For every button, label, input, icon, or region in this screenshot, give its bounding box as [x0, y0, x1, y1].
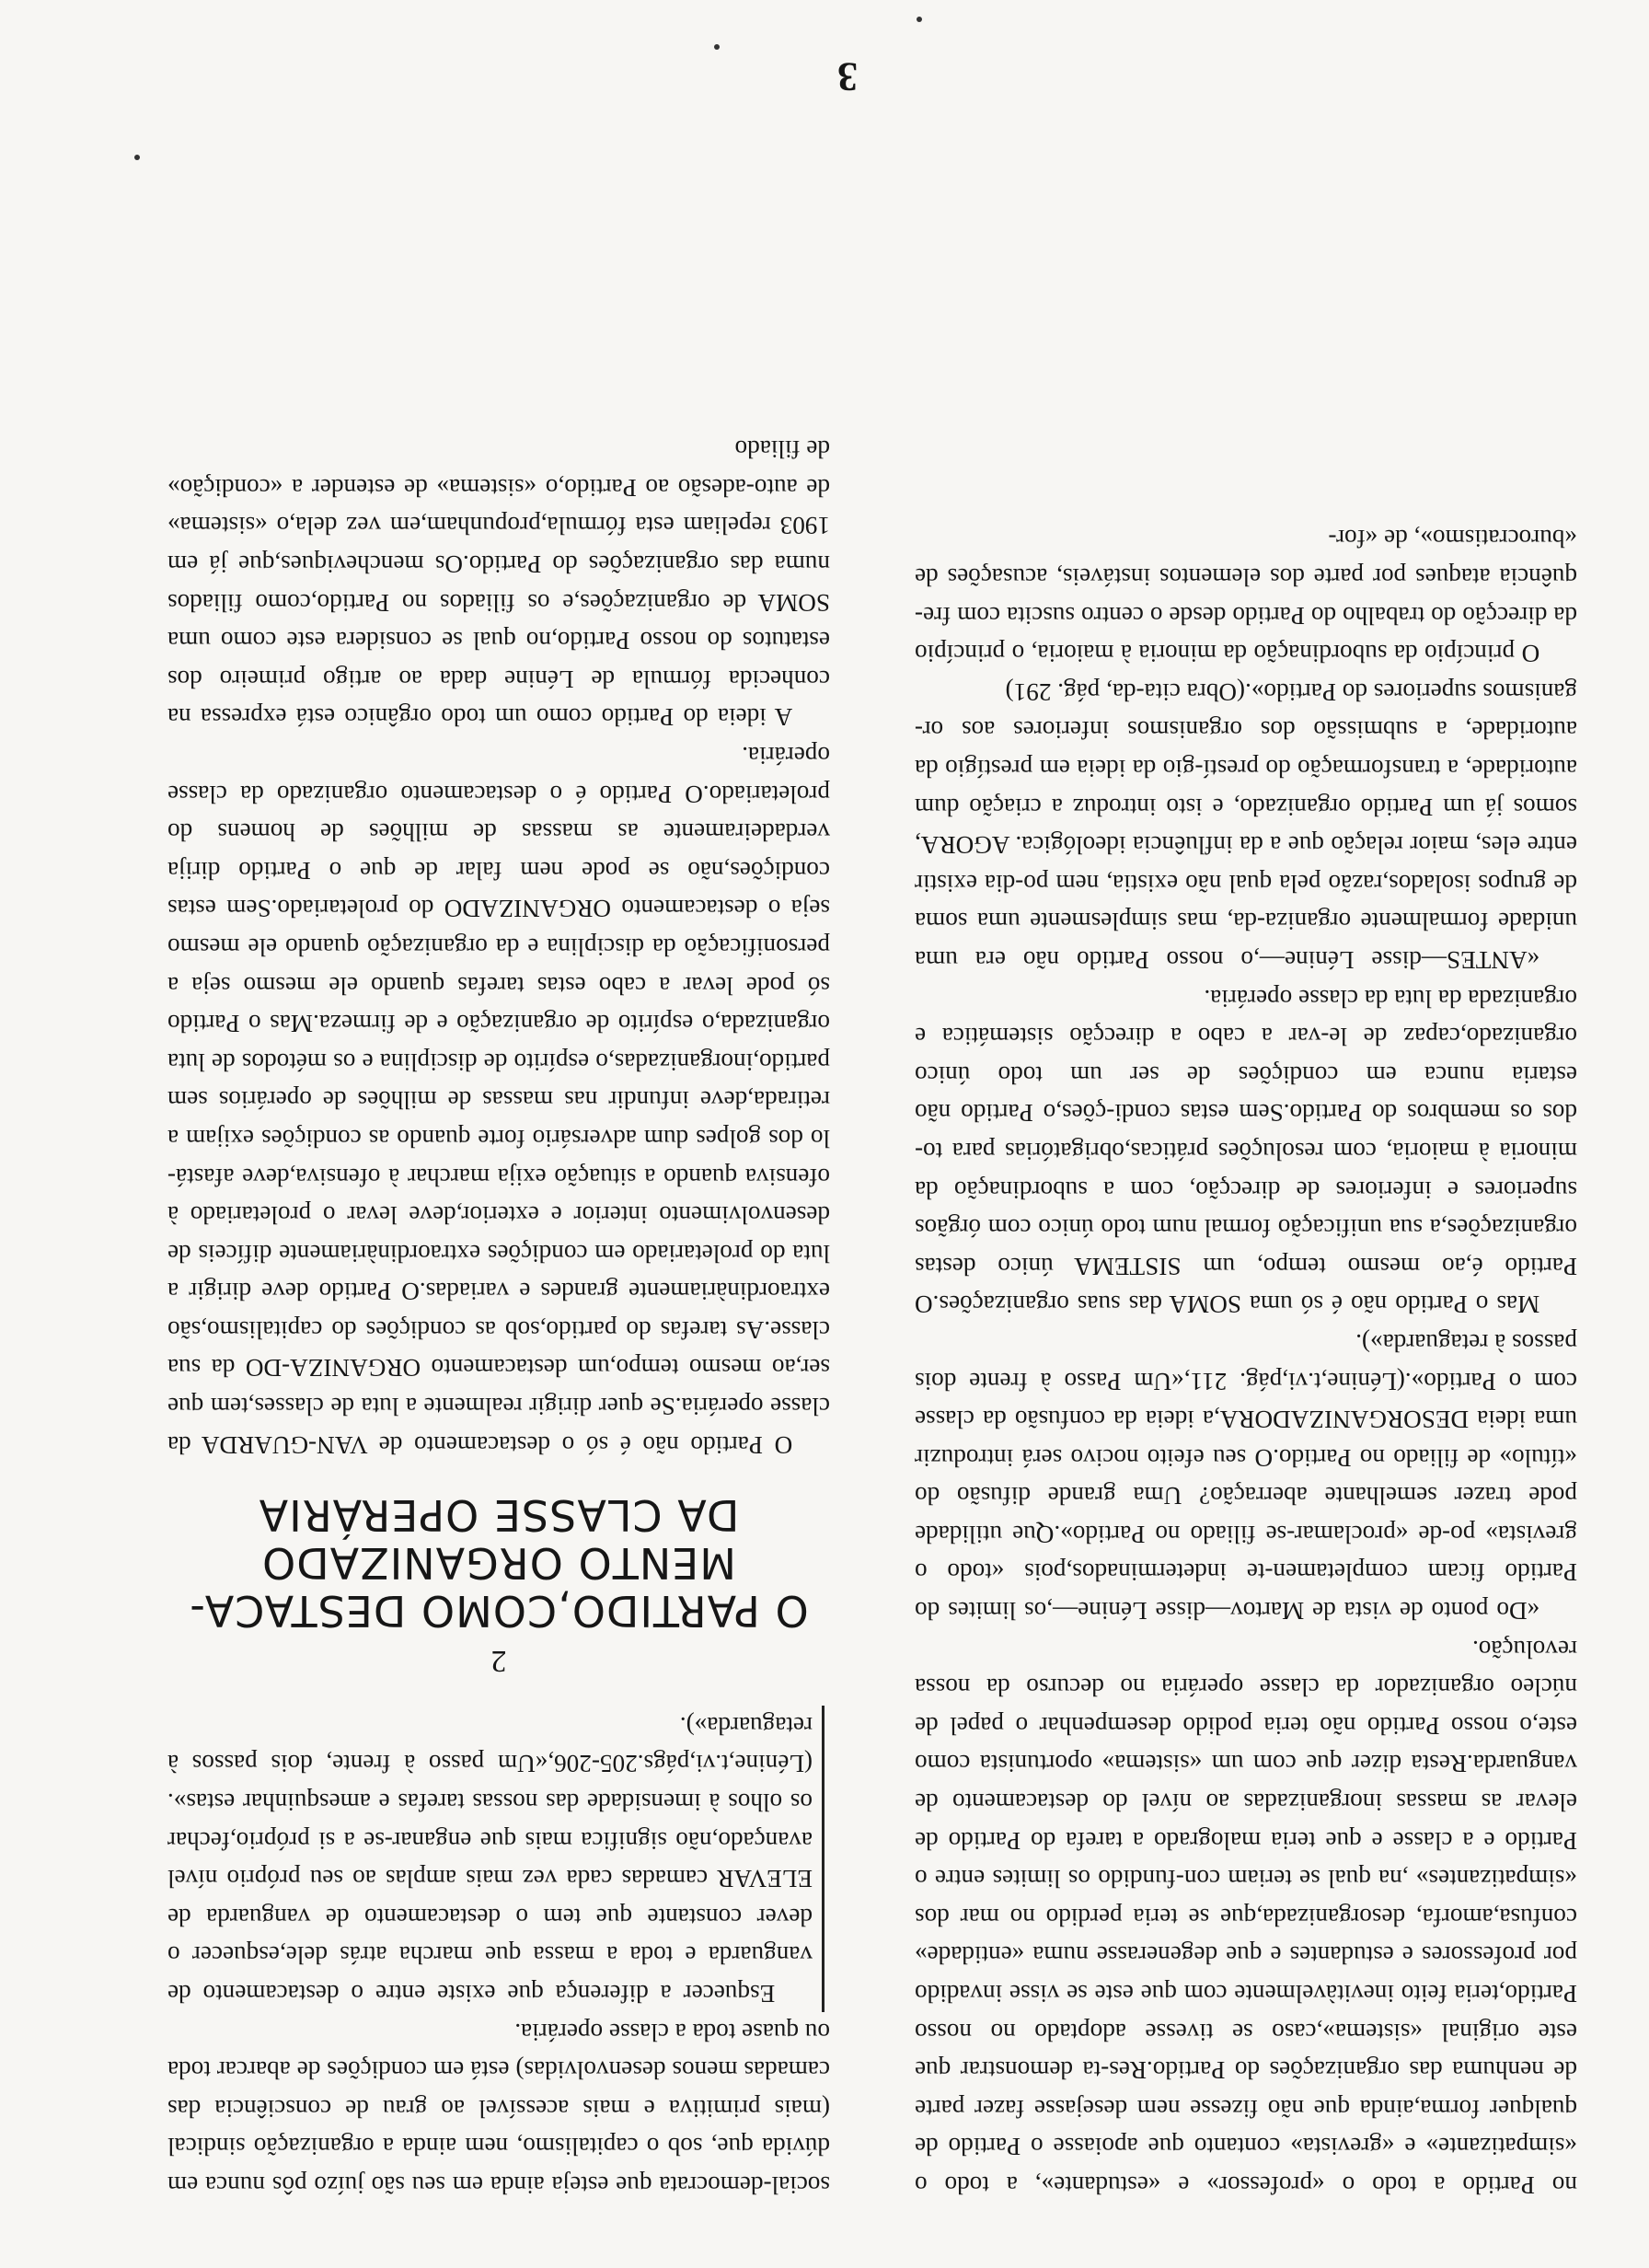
- scan-speck: [714, 44, 720, 50]
- paragraph: no Partido a todo o «professor» e «estudante», a todo o «simpatizante» e «grevista» contanto que apoiasse o Partido de qualquer forma,ainda que não fizesse nem desejasse fazer parte de nenhuma das organizações do Partido.Res-ta demonstrar que este original «sistema»,caso se tivesse adoptado no nosso Partido,teria feito inevitàvelmente com que este se visse invadido por professores e estudantes e que degenerasse numa «entidade» confusa,amorfa, desorganizada,que se teria perdido no mar dos «simpatizantes» ,na qual se teriam con-fundido os limites entre o Partido e a classe e que teria malogrado a tarefa do Partido de elevar as massas inorganizadas ao nível do destacamento de vanguarda.Resta dizer que com um «sistema» oportunista como este,o nosso Partido não teria podido desempenhar o papel de núcleo organizador da classe operária no decurso da nossa revolução.: [915, 1635, 1577, 2199]
- lenin-quote-martov: «Do ponto de vista de Martov—disse Lénine—,os limites do Partido ficam completamen-te indeterminados,pois «todo o grevista» po-de «proclamar-se filiado no Partido».Que utilidade pode trazer semelhante aberração? Uma grande difusão do «título» de filiado no Partido.O seu efeito nocivo será introduzir uma ideia DESORGANIZADORA,a ideia da confusão da classe com o Partido».(Lénine,t.vi,pág. 211,«Um Passo à frente dois passos à retaguarda»).: [915, 1328, 1577, 1626]
- paragraph: Mas o Partido não é só uma SOMA das suas organizações.O Partido é,ao mesmo tempo, um SISTEMA único destas organizações,a sua unificação formal num todo único com órgãos superiores e inferiores de direcção, com a subordinação da minoria à maioria, com resoluções práticas,obrigatórias para to-dos os membros do Partido.Sem estas condi-ções,o Partido não estaria nunca em condições de ser um todo único organizado,capaz de le-var a cabo a direcção sistemática e organizada da luta da classe operária.: [915, 984, 1577, 1319]
- section-title-line: O PARTIDO,COMO DESTACA-: [189, 1585, 809, 1636]
- scan-speck: [134, 155, 140, 160]
- paragraph: A ideia do Partido como um todo orgânico está expressa na conhecida fórmula de Lénine dada ao artigo primeiro dos estatutos do nosso Partido,no qual se considera este como uma SOMA de organizações,e os filiados no Partido,como filiados numa das organizações do Partido.Os mencheviques,que já em 1903 repeliam esta fórmula,propunham,em vez dela,o «sistema» de auto-adesão ao Partido,o «sistema» de estender a «condição» de filiado: [167, 435, 830, 732]
- section-title: [167, 1491, 830, 1635]
- paragraph: O princípio da subordinação da minoria à maioria, o princípio da direcção do trabalho do Partido desde o centro suscita com fre-quência ataques por parte dos elementos instáveis, acusações de «burocratismo», de «for-: [915, 525, 1577, 668]
- right-column: [167, 430, 830, 2204]
- section-number: 2: [490, 1644, 507, 1679]
- scan-speck: [917, 17, 922, 22]
- left-column: [915, 519, 1577, 2204]
- page-number: 3: [837, 54, 858, 99]
- section-title-line: DA CLASSE OPERÁRIA: [258, 1489, 740, 1540]
- paragraph: social-democrata que esteja ainda em seu são juízo pôs nunca em dúvida que, sob o capitalismo, nem ainda a organização sindical (mais primitiva e mais acessível ao grau de consciência das camadas menos desenvolvidas) está em condições de abarcar toda ou quase toda a classe operária.: [167, 2018, 830, 2199]
- lenin-quote-antes: «ANTES—disse Lénine—,o nosso Partido não era uma unidade formalmente organiza-da, mas simplesmente uma soma de grupos isolados,razão pela qual não existia, nem po-dia existir entre eles, maior relação que a da influência ideológica. AGORA, somos já um Partido organizado, e isto introduz a criação dum autoridade, a transformação do prestí-gio da ideia em prestígio da autoridade, a submissão dos organismos inferiores aos or-ganismos superiores do Partido».(Obra cita-da, pág. 291): [915, 677, 1577, 974]
- marked-quote: Esquecer a diferença que existe entre o destacamento de vanguarda e toda a massa que marcha atrás dele,esquecer o dever constante que tem o destacamento de vanguarda de ELEVAR camadas cada vez mais amplas ao seu próprio nível avançado,não significa mais que enganar-se a si próprio,fechar os olhos à imensidade das nossas tarefas e amesquinhar estas». (Lénine,t.vi,págs.205-206,«Um passo à frente, dois passos à retaguarda»).: [167, 1706, 824, 2012]
- paragraph: O Partido não é só o destacamento de VAN-GUARDA da classe operária.Se quer dirigir realmente a luta de classes,tem que ser,ao mesmo tempo,um destacamento ORGANIZA-DO da sua classe.As tarefas do partido,sob as condições do capitalismo,são extraordinàriamente grandes e variadas.O Partido deve dirigir a luta do proletariado em condições extraordinàriamente difíceis de desenvolvimento interior e exterior,deve levar o proletariado à ofensiva quando a situação exija marchar à ofensiva,deve afastá-lo dos golpes dum adversário forte quando as condições exijam a retirada,deve infundir nas massas de milhões de operários sem partido,inorganizadas,o espírito de disciplina e os métodos de luta organizada,o espírito de organização e de firmeza.Mas o Partido só pode levar a cabo estas tarefas quando ele mesmo seja a personificação da disciplina e da organização quando ele mesmo seja o destacamento ORGANIZADO do proletariado.Sem estas condições,não se pode nem falar de que o Partido dirija verdadeiramente as massas de milhões de homens do proletariado.O Partido é o destacamento organizado da classe operária.: [167, 742, 830, 1459]
- section-title-line: MENTO ORGANIZADO: [261, 1537, 736, 1588]
